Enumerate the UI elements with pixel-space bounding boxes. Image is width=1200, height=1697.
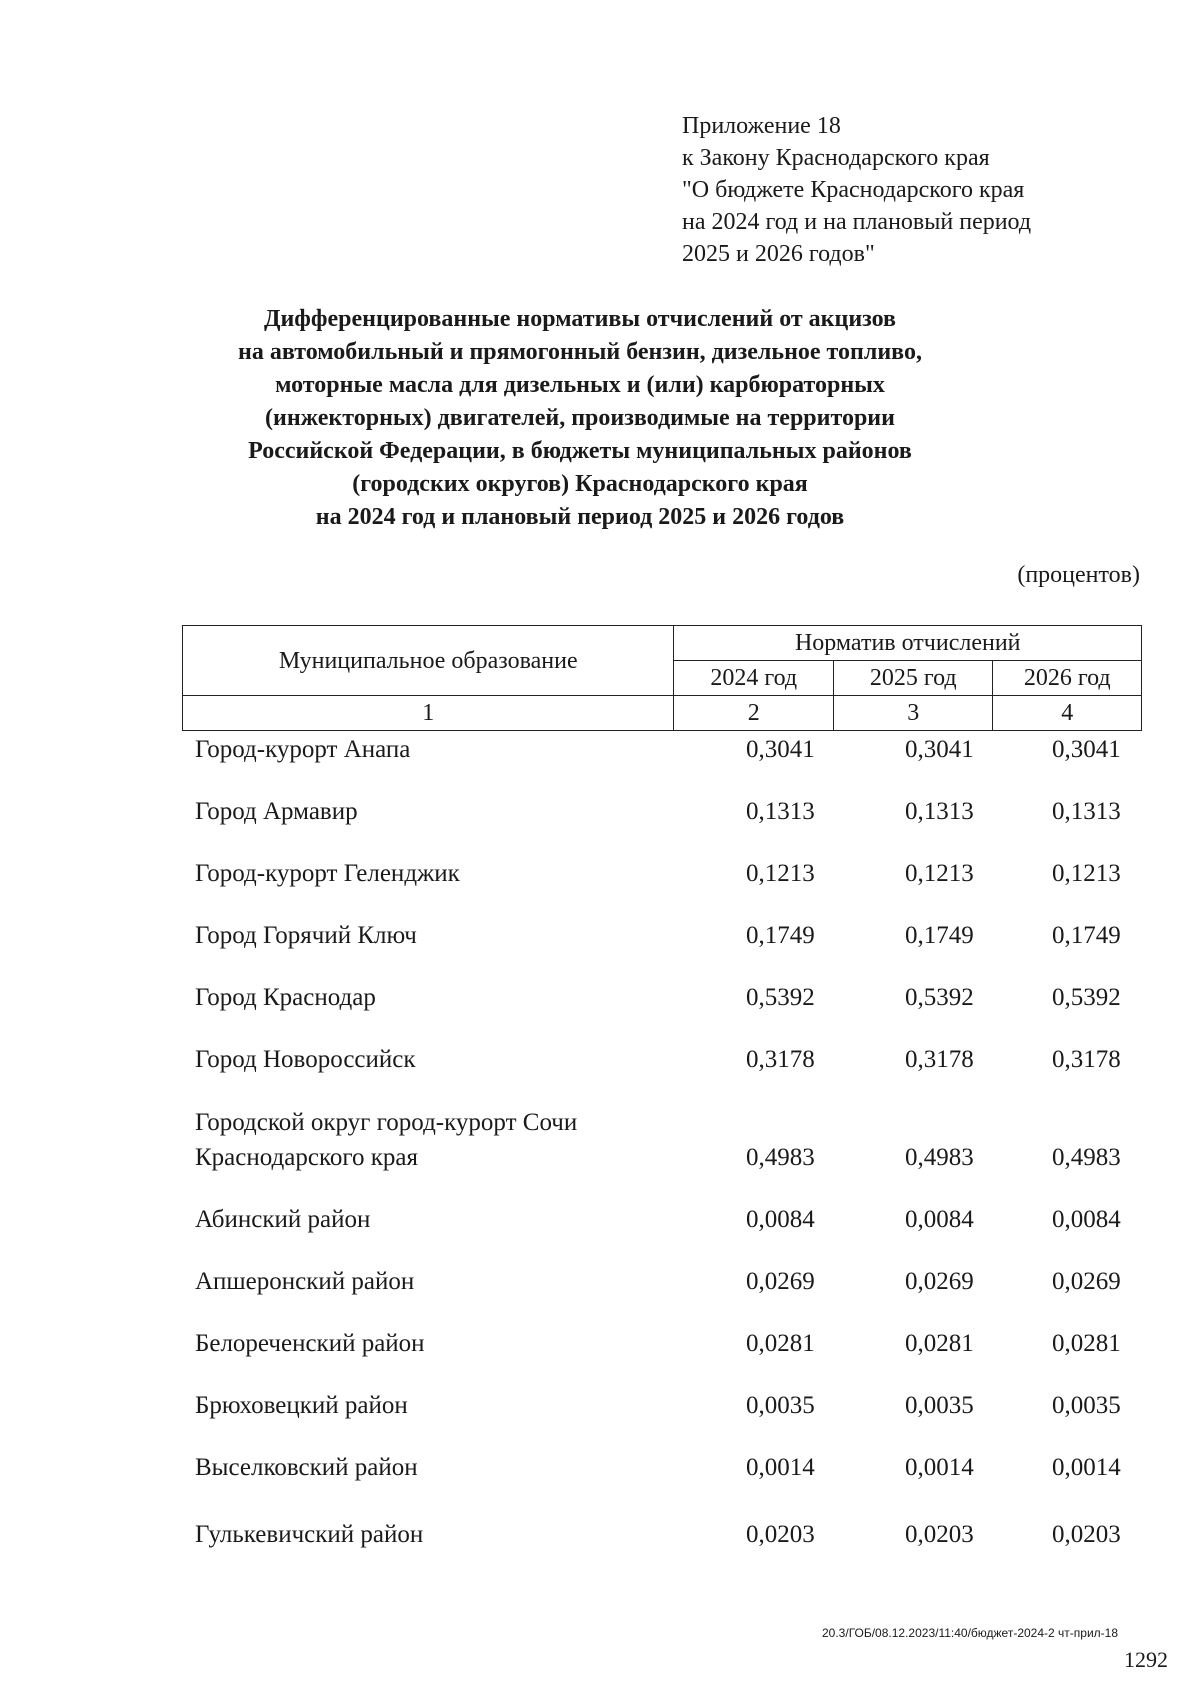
- value-2026: 0,3178: [1052, 1046, 1121, 1073]
- value-2026: 0,1749: [1052, 922, 1121, 949]
- units-label: (процентов): [1017, 562, 1140, 588]
- value-2024: 0,0281: [746, 1330, 815, 1357]
- value-2026: 0,4983: [1052, 1144, 1121, 1171]
- municipality-name: Апшеронский район: [195, 1268, 415, 1295]
- title-line: на 2024 год и плановый период 2025 и 2026 годов: [315, 504, 845, 530]
- title-line: моторные масла для дизельных и (или) карбюраторных: [275, 372, 885, 398]
- annex-line: на 2024 год и на плановый период: [682, 209, 1032, 235]
- annex-line: 2025 и 2026 годов": [682, 241, 875, 267]
- value-2024: 0,0203: [746, 1521, 815, 1548]
- municipality-name: Город Горячий Ключ: [195, 922, 417, 949]
- title-line: Дифференцированные нормативы отчислений от акцизов: [263, 306, 897, 332]
- value-2025: 0,0084: [905, 1206, 974, 1233]
- title-line: Российской Федерации, в бюджеты муниципальных районов: [248, 438, 912, 464]
- municipality-name: Абинский район: [195, 1206, 371, 1233]
- value-2026: 0,0281: [1052, 1330, 1121, 1357]
- value-2026: 0,0014: [1052, 1454, 1121, 1481]
- title-line: (инжекторных) двигателей, производимые на территории: [265, 405, 895, 431]
- municipality-name: Город-курорт Анапа: [195, 736, 411, 763]
- document-code: 20.3/ГОБ/08.12.2023/11:40/бюджет-2024-2 чт-прил-18: [822, 1626, 1118, 1640]
- header-col-number: 1: [183, 696, 674, 731]
- value-2025: 0,0035: [905, 1392, 974, 1419]
- header-col-number: 4: [993, 696, 1142, 731]
- value-2026: 0,0035: [1052, 1392, 1121, 1419]
- header-municipality: Муниципальное образование: [183, 626, 674, 696]
- value-2025: 0,0014: [905, 1454, 974, 1481]
- value-2026: 0,5392: [1052, 984, 1121, 1011]
- municipality-name: Город Краснодар: [195, 984, 376, 1011]
- value-2025: 0,4983: [905, 1144, 974, 1171]
- municipality-name: Город Новороссийск: [195, 1046, 416, 1073]
- value-2026: 0,1313: [1052, 798, 1121, 825]
- municipality-name-continued: Краснодарского края: [195, 1144, 418, 1171]
- value-2024: 0,0014: [746, 1454, 815, 1481]
- municipality-name: Городской округ город-курорт Сочи: [195, 1109, 578, 1136]
- value-2026: 0,0203: [1052, 1521, 1121, 1548]
- title-line: (городских округов) Краснодарского края: [352, 471, 808, 497]
- value-2025: 0,3178: [905, 1046, 974, 1073]
- value-2024: 0,3041: [746, 736, 815, 763]
- municipality-name: Город-курорт Геленджик: [195, 860, 460, 887]
- value-2024: 0,0035: [746, 1392, 815, 1419]
- value-2025: 0,3041: [905, 736, 974, 763]
- value-2026: 0,1213: [1052, 860, 1121, 887]
- value-2024: 0,1313: [746, 798, 815, 825]
- municipality-name: Белореченский район: [195, 1330, 425, 1357]
- municipality-name: Гулькевичский район: [195, 1521, 424, 1548]
- municipality-name: Выселковский район: [195, 1454, 418, 1481]
- annex-line: "О бюджете Краснодарского края: [682, 177, 1025, 203]
- value-2026: 0,0269: [1052, 1268, 1121, 1295]
- value-2024: 0,5392: [746, 984, 815, 1011]
- value-2024: 0,0084: [746, 1206, 815, 1233]
- header-year-2025: 2025 год: [833, 661, 992, 696]
- value-2025: 0,0269: [905, 1268, 974, 1295]
- value-2024: 0,0269: [746, 1268, 815, 1295]
- value-2025: 0,0281: [905, 1330, 974, 1357]
- header-col-number: 2: [674, 696, 833, 731]
- municipality-name: Город Армавир: [195, 798, 358, 825]
- value-2025: 0,1313: [905, 798, 974, 825]
- header-year-2024: 2024 год: [674, 661, 833, 696]
- value-2024: 0,3178: [746, 1046, 815, 1073]
- value-2025: 0,1749: [905, 922, 974, 949]
- header-norm: Норматив отчислений: [674, 626, 1142, 661]
- page-number: 1292: [1124, 1647, 1168, 1672]
- annex-line: к Закону Краснодарского края: [682, 145, 990, 171]
- value-2025: 0,0203: [905, 1521, 974, 1548]
- title-line: на автомобильный и прямогонный бензин, дизельное топливо,: [238, 339, 922, 365]
- value-2024: 0,4983: [746, 1144, 815, 1171]
- header-col-number: 3: [833, 696, 992, 731]
- annex-line: Приложение 18: [682, 113, 841, 139]
- value-2024: 0,1749: [746, 922, 815, 949]
- value-2026: 0,3041: [1052, 736, 1121, 763]
- header-year-2026: 2026 год: [993, 661, 1142, 696]
- value-2026: 0,0084: [1052, 1206, 1121, 1233]
- value-2024: 0,1213: [746, 860, 815, 887]
- municipality-name: Брюховецкий район: [195, 1392, 408, 1419]
- value-2025: 0,5392: [905, 984, 974, 1011]
- value-2025: 0,1213: [905, 860, 974, 887]
